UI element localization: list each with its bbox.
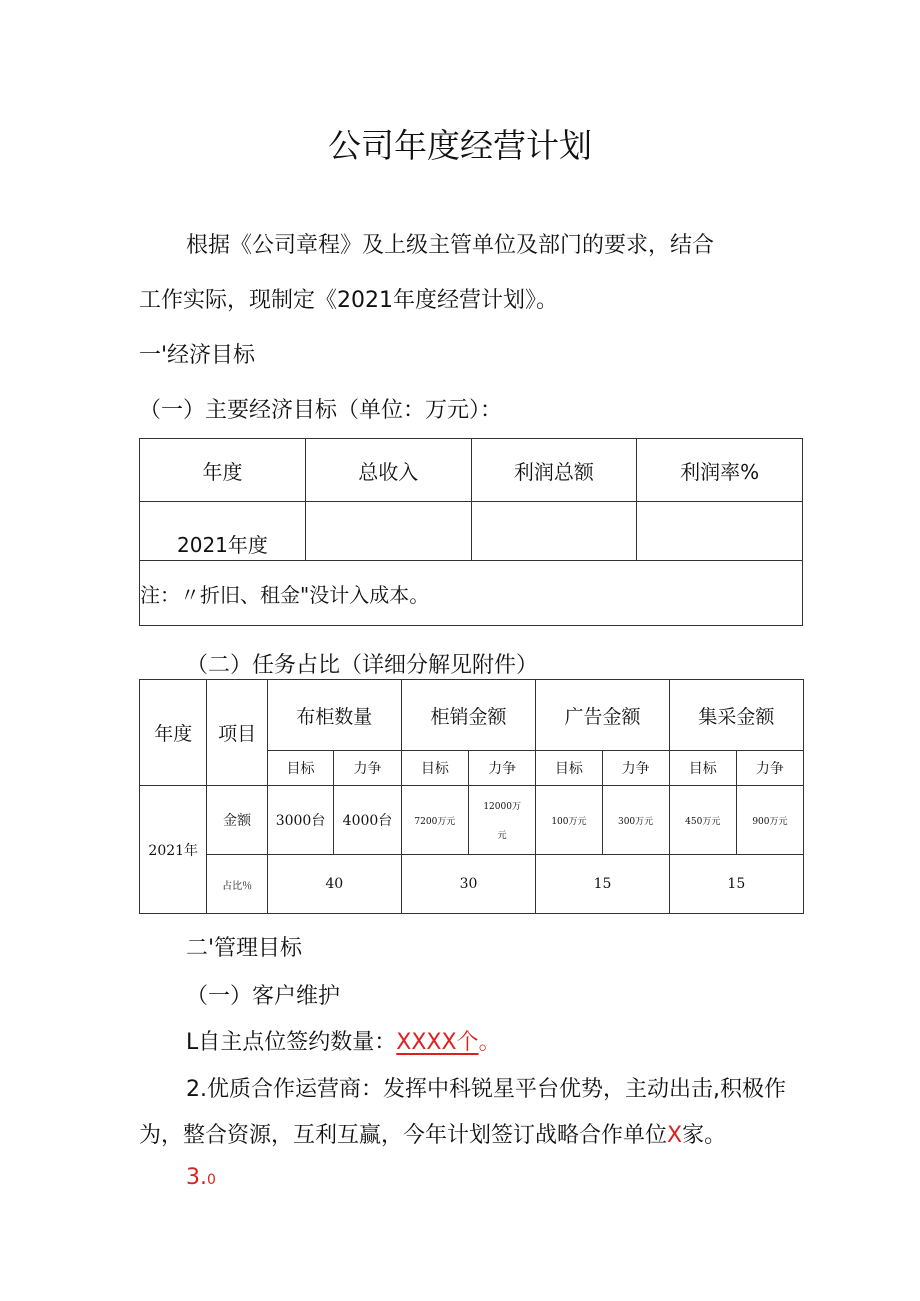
header-total-profit: 利润总额 bbox=[471, 439, 637, 502]
ratio-ad: 15 bbox=[536, 855, 669, 914]
subheading-task-share: （二）任务占比（详细分解见附件） bbox=[186, 653, 539, 678]
amount-cabinet-target: 3000台 bbox=[267, 786, 333, 855]
amount-ad-strive: 300万元 bbox=[602, 786, 669, 855]
amount-sales-strive bbox=[468, 786, 535, 855]
cell-year: 2021年 bbox=[140, 786, 207, 914]
ratio-cabinet: 40 bbox=[267, 855, 401, 914]
item-1-value: XXXX个 bbox=[396, 1030, 479, 1055]
sub-strive: 力争 bbox=[736, 751, 803, 786]
item-1 bbox=[186, 1025, 501, 1056]
item-2-line-2-text: 为，整合资源，互利互赢，今年计划签订战略合作单位 bbox=[139, 1123, 668, 1148]
item-3 bbox=[186, 1165, 216, 1190]
header-year: 年度 bbox=[140, 439, 306, 502]
item-2-value: X bbox=[667, 1123, 683, 1148]
cell-total-profit bbox=[471, 502, 637, 561]
section-heading-economic: 一'经济目标 bbox=[139, 343, 256, 368]
cell-profit-rate bbox=[637, 502, 803, 561]
amount-sales-strive-line1: 12000万 bbox=[483, 802, 521, 812]
header-ad-amount: 广告金额 bbox=[536, 680, 669, 751]
subheading-main-targets: （一）主要经济目标（单位：万元）： bbox=[139, 398, 503, 423]
item-2-line-2 bbox=[139, 1118, 726, 1149]
economic-targets-table bbox=[139, 438, 803, 626]
amount-ad-target: 100万元 bbox=[536, 786, 602, 855]
item-3-number: 3. bbox=[186, 1165, 207, 1190]
section-heading-management: 二'管理目标 bbox=[186, 936, 303, 961]
label-amount: 金额 bbox=[207, 786, 267, 855]
intro-line-2: 工作实际，现制定《2021年度经营计划》。 bbox=[139, 288, 558, 313]
page-title: 公司年度经营计划 bbox=[328, 126, 592, 165]
header-procurement-amount: 集采金额 bbox=[669, 680, 803, 751]
header-cabinet-sales: 柜销金额 bbox=[401, 680, 536, 751]
item-1-suffix: 。 bbox=[478, 1030, 501, 1055]
subheading-customer-maintenance: （一）客户维护 bbox=[186, 984, 341, 1009]
ratio-procurement: 15 bbox=[669, 855, 803, 914]
cell-year: 2021年度 bbox=[140, 502, 306, 561]
header-cabinet-count: 布柜数量 bbox=[267, 680, 401, 751]
sub-target: 目标 bbox=[536, 751, 602, 786]
header-total-revenue: 总收入 bbox=[305, 439, 471, 502]
amount-sales-target: 7200万元 bbox=[401, 786, 468, 855]
sub-strive: 力争 bbox=[468, 751, 535, 786]
amount-sales-strive-line2: 元 bbox=[497, 831, 507, 841]
cell-total-revenue bbox=[305, 502, 471, 561]
ratio-sales: 30 bbox=[401, 855, 536, 914]
sub-strive: 力争 bbox=[602, 751, 669, 786]
table-note: 注：〃折旧、租金"没计入成本。 bbox=[140, 561, 803, 626]
header-year: 年度 bbox=[140, 680, 207, 786]
intro-line-1: 根据《公司章程》及上级主管单位及部门的要求，结合 bbox=[186, 233, 715, 258]
task-share-table bbox=[139, 679, 804, 914]
item-2-line-1: 2.优质合作运营商：发挥中科锐星平台优势，主动出击,积极作 bbox=[186, 1077, 786, 1102]
amount-procurement-target: 450万元 bbox=[669, 786, 736, 855]
item-3-text: 0 bbox=[207, 1172, 216, 1188]
amount-cabinet-strive: 4000台 bbox=[334, 786, 401, 855]
sub-strive: 力争 bbox=[334, 751, 401, 786]
item-2-suffix: 家。 bbox=[682, 1123, 727, 1148]
header-item: 项目 bbox=[207, 680, 267, 786]
sub-target: 目标 bbox=[669, 751, 736, 786]
item-1-prefix: L自主点位签约数量： bbox=[186, 1030, 397, 1055]
sub-target: 目标 bbox=[267, 751, 333, 786]
sub-target: 目标 bbox=[401, 751, 468, 786]
label-ratio: 占比％ bbox=[207, 855, 267, 914]
amount-procurement-strive: 900万元 bbox=[736, 786, 803, 855]
header-profit-rate: 利润率% bbox=[637, 439, 803, 502]
